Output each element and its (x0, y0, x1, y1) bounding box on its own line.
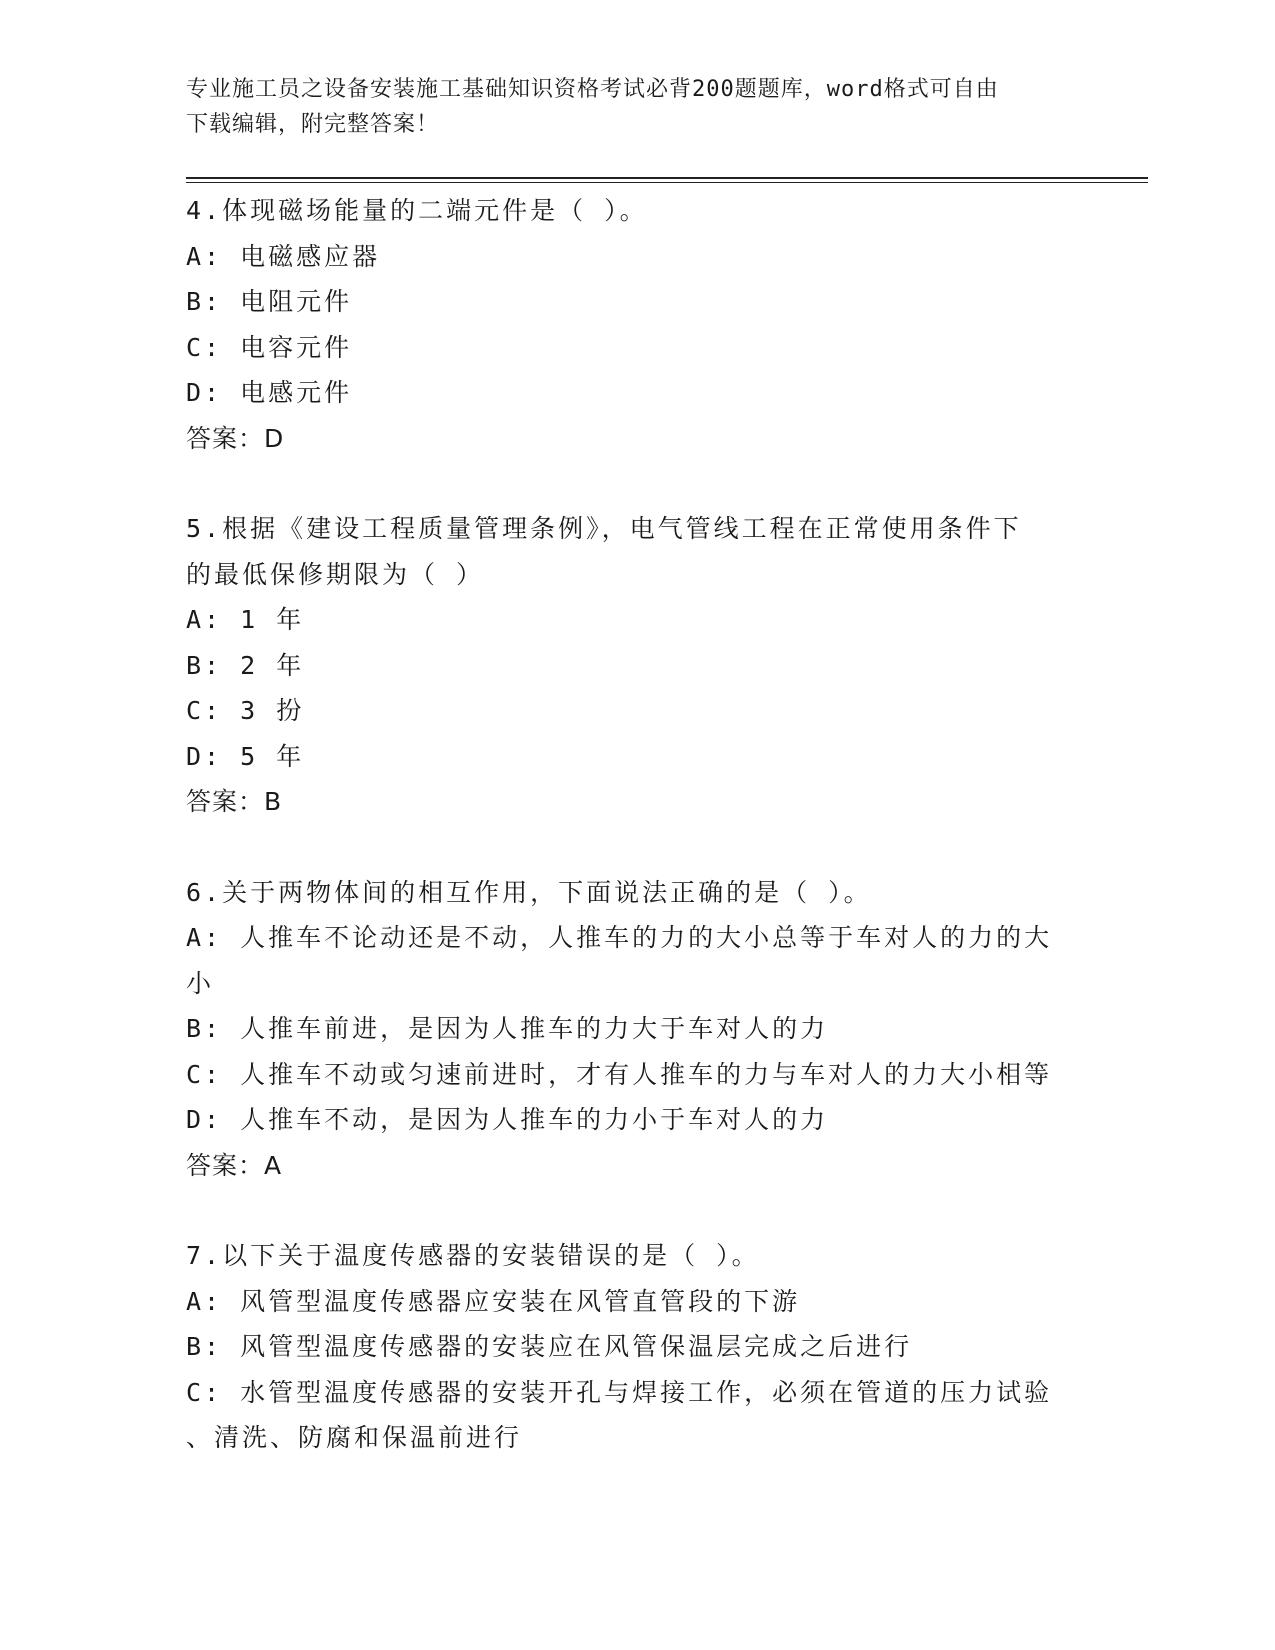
question-block (186, 870, 1086, 1189)
question-stem: 4.体现磁场能量的二端元件是（ ）。 (186, 196, 648, 225)
option-d: D: 电感元件 (186, 378, 353, 407)
option-a: A: 风管型温度传感器应安装在风管直管段的下游 (186, 1286, 801, 1316)
answer-line: 答案：B (186, 787, 283, 816)
answer-line: 答案：A (186, 1150, 283, 1180)
question-list (186, 188, 1086, 1506)
option-a: A: 1 年 (186, 605, 305, 634)
option-a: A: 电磁感应器 (186, 241, 381, 271)
option-c-continued: 、清洗、防腐和保温前进行 (186, 1423, 523, 1452)
option-a: A: 人推车不论动还是不动，人推车的力的大小总等于车对人的力的大 (186, 923, 1053, 952)
question-block (186, 506, 1086, 825)
answer-line: 答案：D (186, 423, 285, 453)
option-b: B: 风管型温度传感器的安装应在风管保温层完成之后进行 (186, 1332, 913, 1361)
question-block (186, 1233, 1086, 1461)
option-b: B: 2 年 (186, 650, 305, 680)
header-line-2: 下载编辑，附完整答案！ (186, 112, 440, 137)
question-stem: 7.以下关于温度传感器的安装错误的是（ ）。 (186, 1241, 760, 1270)
option-d: D: 5 年 (186, 741, 305, 771)
question-stem: 5.根据《建设工程质量管理条例》，电气管线工程在正常使用条件下 (186, 514, 1022, 543)
option-b: B: 电阻元件 (186, 287, 353, 316)
option-c: C: 3 扮 (186, 696, 305, 725)
question-stem-continued: 的最低保修期限为（ ） (186, 559, 485, 589)
page-header (186, 72, 1086, 142)
option-a-continued: 小 (186, 968, 215, 998)
option-c: C: 人推车不动或匀速前进时，才有人推车的力与车对人的力大小相等 (186, 1059, 1053, 1089)
option-c: C: 水管型温度传感器的安装开孔与焊接工作，必须在管道的压力试验 (186, 1377, 1053, 1407)
option-d: D: 人推车不动，是因为人推车的力小于车对人的力 (186, 1105, 829, 1134)
question-stem: 6.关于两物体间的相互作用，下面说法正确的是（ ）。 (186, 877, 872, 907)
header-divider-thin (186, 182, 1148, 183)
question-block (186, 188, 1086, 461)
header-line-1: 专业施工员之设备安装施工基础知识资格考试必背200题题库，word格式可自由 (186, 77, 999, 102)
option-c: C: 电容元件 (186, 332, 353, 362)
option-b: B: 人推车前进，是因为人推车的力大于车对人的力 (186, 1014, 829, 1043)
header-divider-thick (186, 177, 1148, 179)
